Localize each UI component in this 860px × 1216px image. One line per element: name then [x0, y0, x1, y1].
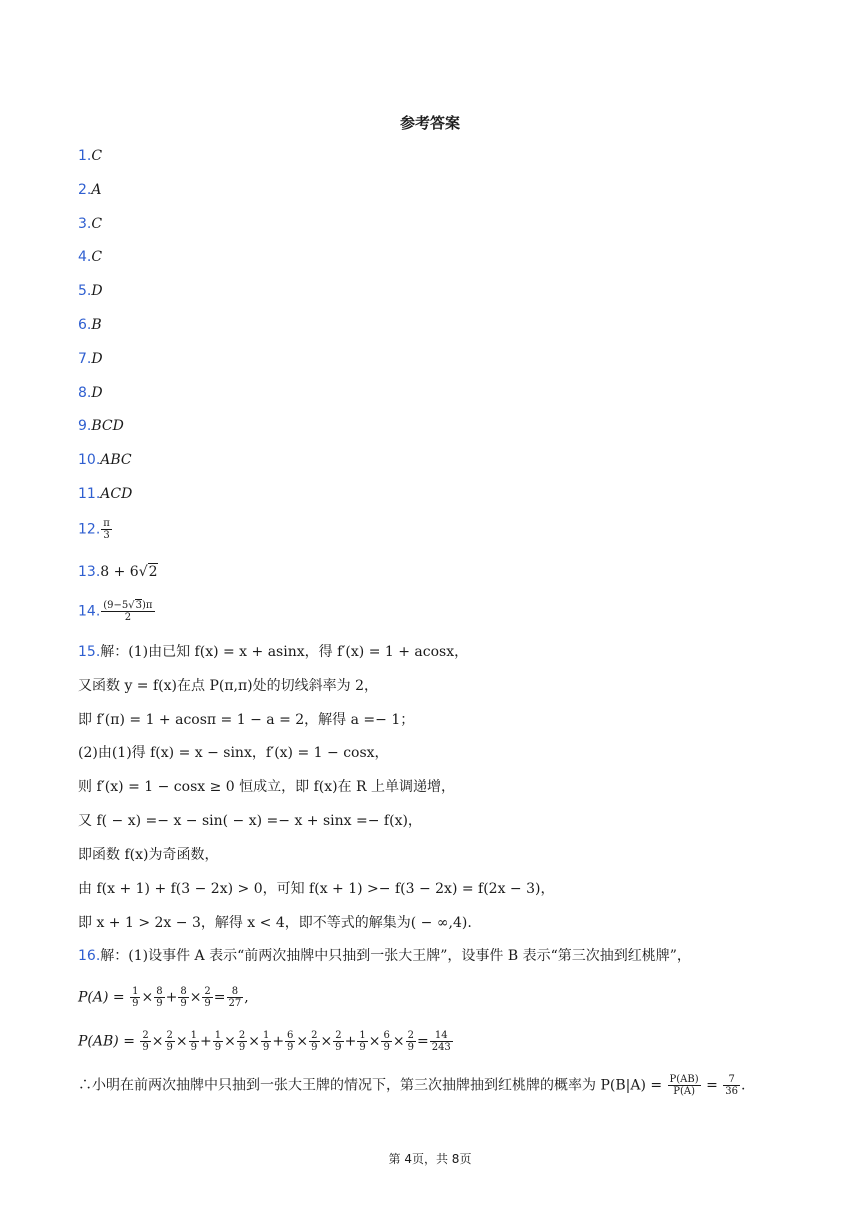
- fraction: $\frac{2}{9}$: [335, 1030, 342, 1053]
- fraction: $\frac{7}{36}$: [725, 1074, 739, 1097]
- answer-16-conclusion: ∴小明在前两次抽牌中只抽到一张大王牌的情况下，第三次抽牌抽到红桃牌的概率为 P(B|A) = $\frac{P(AB)}{P(A)}$ = $\frac{7}{36}$ .: [78, 1074, 746, 1097]
- question-number: 9.: [78, 418, 92, 434]
- question-number: 2.: [78, 182, 92, 198]
- answer-item: [78, 281, 103, 301]
- question-number: 8.: [78, 385, 92, 401]
- fraction: $\frac{\pi}{3}$: [103, 518, 110, 541]
- answer-16-line-1: 16.解：(1)设事件 A 表示“前两次抽牌中只抽到一张大王牌”，设事件 B 表示“第三次抽到红桃牌”，: [78, 948, 691, 964]
- answer-item: [78, 146, 102, 166]
- answer-value: C: [91, 216, 103, 232]
- answer-item: [78, 383, 103, 403]
- answer-item: [78, 416, 124, 436]
- answer-16-pa: P(A) = $\frac{1}{9}$ × $\frac{8}{9}$ + $\frac{8}{9}$ × $\frac{2}{9}$ = $\frac{8}{27}$ ,: [78, 986, 249, 1009]
- fraction: $\frac{8}{9}$: [180, 986, 187, 1009]
- fraction: $\frac{(9-5√3)\pi}{2}$: [103, 600, 153, 623]
- fraction: $\frac{8}{27}$: [228, 986, 242, 1009]
- question-number: 3.: [78, 216, 92, 232]
- answer-item: [78, 349, 103, 369]
- page-title: 参考答案: [399, 114, 460, 132]
- fraction: $\frac{2}{9}$: [166, 1030, 173, 1053]
- answer-value: A: [91, 182, 102, 198]
- solution-line: 由 f(x + 1) + f(3 − 2x) > 0，可知 f(x + 1) >− f(3 − 2x) = f(2x − 3)，: [78, 881, 555, 897]
- fraction: $\frac{1}{9}$: [132, 986, 139, 1009]
- fraction: $\frac{1}{9}$: [214, 1030, 222, 1053]
- solution-line: 则 f′(x) = 1 − cosx ≥ 0 恒成立，即 f(x)在 R 上单调递增，: [78, 779, 456, 795]
- answer-12: [78, 518, 113, 541]
- question-number: 14.: [78, 603, 101, 620]
- fraction: $\frac{6}{9}$: [287, 1030, 294, 1053]
- answer-value: D: [91, 385, 103, 401]
- solution-line: 即 x + 1 > 2x − 3，解得 x < 4，即不等式的解集为( − ∞,4).: [78, 915, 472, 931]
- question-number: 11.: [78, 486, 101, 502]
- fraction: $\frac{2}{9}$: [142, 1030, 149, 1053]
- answer-item: [78, 315, 102, 335]
- question-number: 5.: [78, 283, 92, 299]
- fraction: $\frac{2}{9}$: [311, 1030, 318, 1053]
- solution-line: (2)由(1)得 f(x) = x − sinx，f′(x) = 1 − cosx，: [78, 745, 389, 761]
- solution-line: 即 f′(π) = 1 + acosπ = 1 − a = 2，解得 a =− 1；: [78, 712, 415, 728]
- answer-item: [78, 180, 101, 200]
- fraction: $\frac{1}{9}$: [359, 1030, 366, 1053]
- answer-value: C: [91, 249, 103, 265]
- question-number: 12.: [78, 521, 101, 538]
- question-number: 10.: [78, 452, 101, 468]
- question-number: 15.: [78, 644, 101, 660]
- fraction: $\frac{1}{9}$: [262, 1030, 270, 1053]
- solution-line: 又 f( − x) =− x − sin( − x) =− x + sinx =− f(x)，: [78, 813, 422, 829]
- question-number: 4.: [78, 249, 92, 265]
- answer-16-pab: P(AB) = $\frac{2}{9}$ × $\frac{2}{9}$ × $\frac{1}{9}$ + $\frac{1}{9}$ × $\frac{2}{9}$ × $\frac{1}{9}$ + $\frac{6}{9}$ × $\frac{2}{9}$ × $\frac{2}{9}$ + $\frac{1}{9}$ × $\frac{6}{9}$ × $\frac{2}{9}$ = $\frac{14}{243}$: [78, 1030, 451, 1053]
- fraction: $\frac{2}{9}$: [407, 1030, 414, 1053]
- answer-value: D: [91, 283, 103, 299]
- solution-line: 即函数 f(x)为奇函数，: [78, 847, 219, 863]
- answer-13: 13.8 + 6√2: [78, 564, 158, 580]
- fraction: $\frac{6}{9}$: [383, 1030, 390, 1053]
- question-number: 13.: [78, 564, 101, 580]
- answer-value: B: [91, 317, 102, 333]
- answer-value: ABC: [100, 452, 132, 468]
- fraction: $\frac{P(AB)}{P(A)}$: [669, 1074, 699, 1097]
- question-number: 7.: [78, 351, 92, 367]
- answer-item: [78, 450, 132, 470]
- answer-14: [78, 600, 156, 623]
- page-footer: 第 4页，共 8页: [388, 1152, 472, 1166]
- answer-value: D: [91, 351, 103, 367]
- answer-item: [78, 484, 132, 504]
- answer-item: [78, 214, 102, 234]
- answer-value: C: [91, 148, 103, 164]
- question-number: 6.: [78, 317, 92, 333]
- question-number: 1.: [78, 148, 92, 164]
- answer-value: BCD: [91, 418, 124, 434]
- fraction: $\frac{14}{243}$: [431, 1030, 451, 1053]
- solution-line: 又函数 y = f(x)在点 P(π,π)处的切线斜率为 2，: [78, 678, 378, 694]
- answer-value: ACD: [100, 486, 133, 502]
- fraction: $\frac{2}{9}$: [238, 1030, 246, 1053]
- answer-item: [78, 247, 102, 267]
- solution-line: 15.解：(1)由已知 f(x) = x + asinx，得 f′(x) = 1 + acosx，: [78, 644, 469, 660]
- fraction: $\frac{8}{9}$: [156, 986, 163, 1009]
- fraction: $\frac{2}{9}$: [204, 986, 211, 1009]
- fraction: $\frac{1}{9}$: [190, 1030, 197, 1053]
- question-number: 16.: [78, 948, 101, 964]
